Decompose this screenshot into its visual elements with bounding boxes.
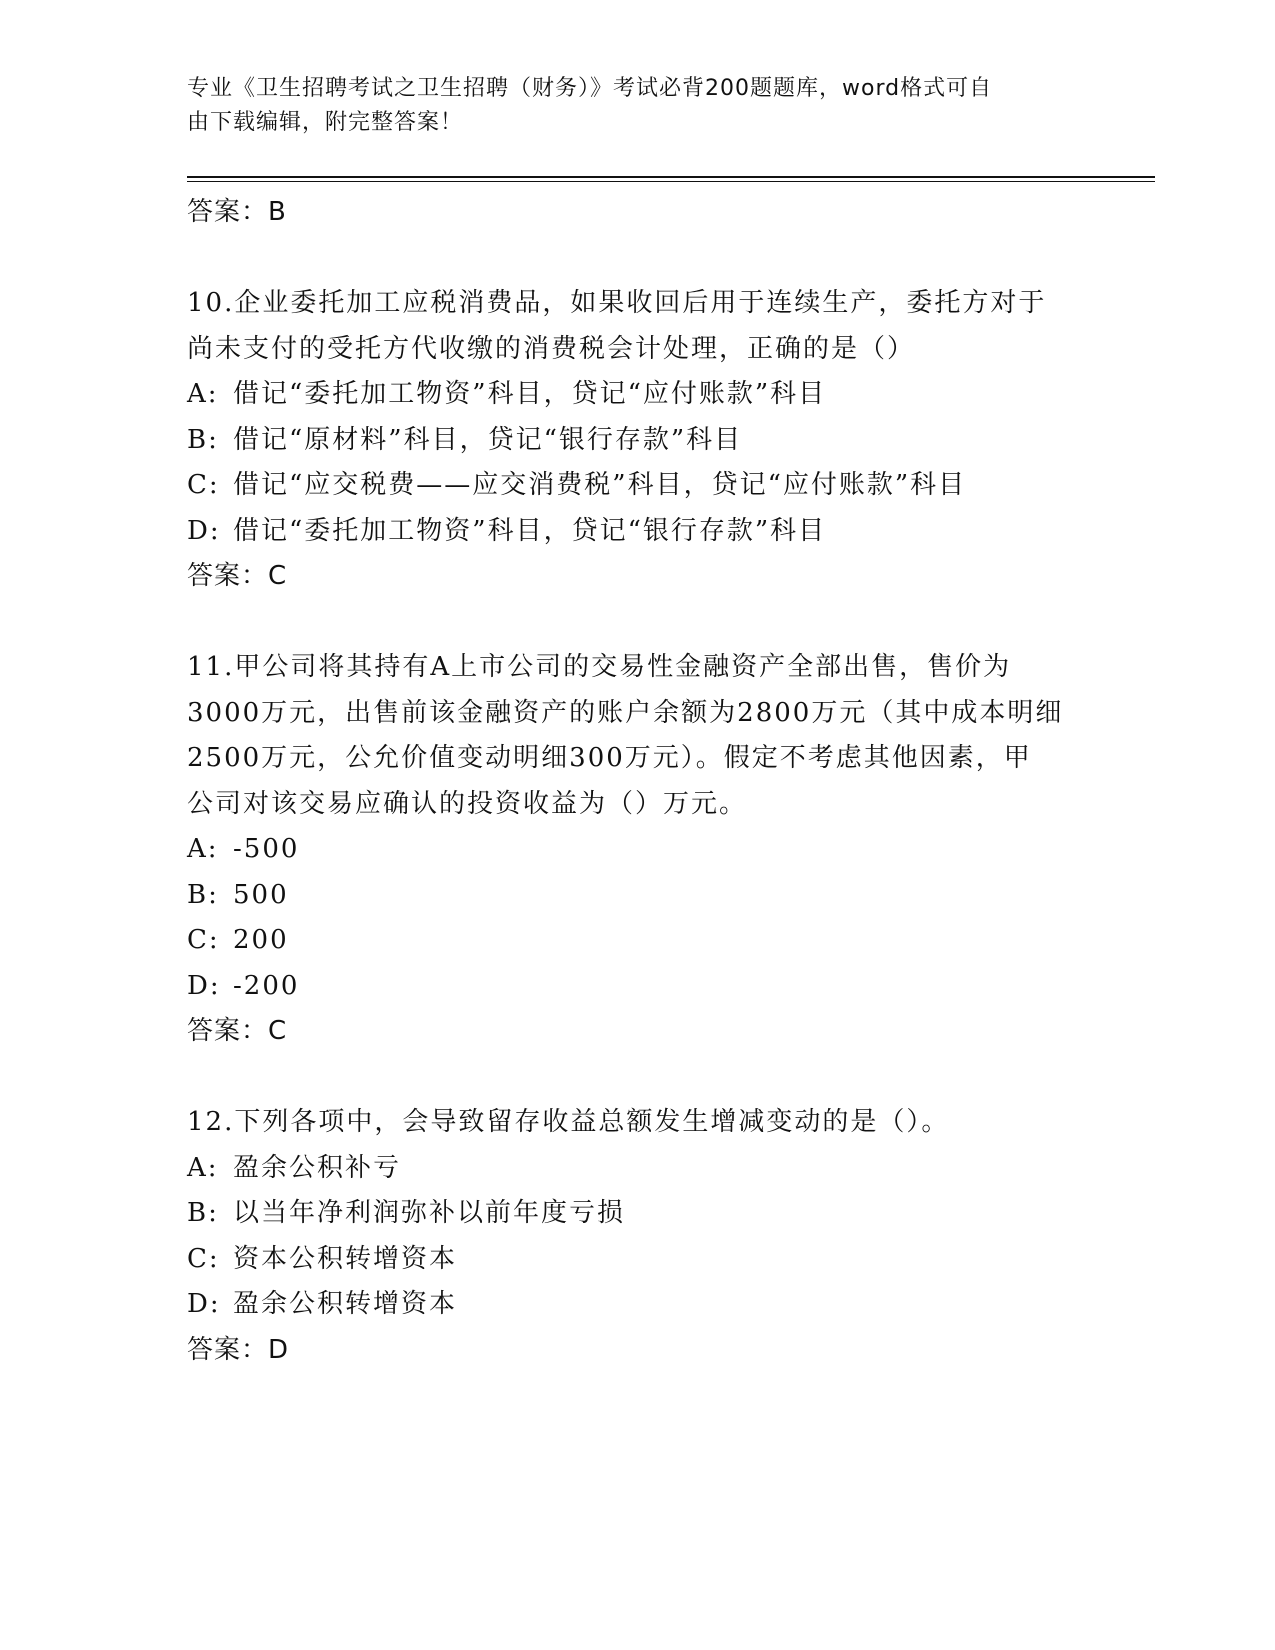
option-text: 500 <box>233 879 289 910</box>
option-b <box>187 418 1087 464</box>
question-answer: 答案：D <box>187 1334 290 1365</box>
header-line-2: 由下载编辑，附完整答案！ <box>187 110 464 135</box>
question-stem-line: 11.甲公司将其持有A上市公司的交易性金融资产全部出售，售价为 <box>187 652 1012 682</box>
option-b <box>187 873 1087 919</box>
question-stem-line: 3000万元，出售前该金融资产的账户余额为2800万元（其中成本明细 <box>187 697 1064 728</box>
option-a <box>187 827 1087 873</box>
question-answer: 答案：C <box>187 1016 288 1046</box>
option-text: 资本公积转增资本 <box>233 1243 458 1274</box>
option-label: C: <box>187 925 220 955</box>
option-text: 借记“原材料”科目，贷记“银行存款”科目 <box>233 424 743 455</box>
option-a <box>187 372 1087 418</box>
option-text: 200 <box>233 925 289 955</box>
question-stem-line: 10.企业委托加工应税消费品，如果收回后用于连续生产，委托方对于 <box>187 288 1047 318</box>
question-block <box>187 281 1087 600</box>
option-label: D: <box>187 515 221 546</box>
option-text: 借记“应交税费——应交消费税”科目，贷记“应付账款”科目 <box>233 470 967 500</box>
header-divider-thin <box>187 181 1155 182</box>
question-stem-line: 2500万元，公允价值变动明细300万元）。假定不考虑其他因素，甲 <box>187 743 1032 773</box>
option-text: -200 <box>233 970 300 1001</box>
option-b <box>187 1191 1087 1237</box>
option-d <box>187 964 1087 1010</box>
question-answer: 答案：C <box>187 561 288 591</box>
option-text: -500 <box>233 834 300 864</box>
option-text: 借记“委托加工物资”科目，贷记“银行存款”科目 <box>233 515 827 546</box>
option-d <box>187 509 1087 555</box>
question-stem-line: 12.下列各项中，会导致留存收益总额发生增减变动的是（）。 <box>187 1107 950 1137</box>
header-line-1: 专业《卫生招聘考试之卫生招聘（财务）》考试必背200题题库，word格式可自 <box>187 76 993 101</box>
option-label: A: <box>187 834 219 864</box>
option-text: 借记“委托加工物资”科目，贷记“应付账款”科目 <box>233 379 827 409</box>
option-label: A: <box>187 379 219 409</box>
option-label: C: <box>187 470 220 500</box>
question-stem-line: 公司对该交易应确认的投资收益为（）万元。 <box>187 788 748 819</box>
option-label: A: <box>187 1152 219 1183</box>
option-label: B: <box>187 879 219 910</box>
option-c <box>187 918 1087 964</box>
document-body <box>187 190 1087 1373</box>
header-divider-thick <box>187 176 1155 178</box>
option-text: 盈余公积补亏 <box>233 1152 402 1183</box>
option-text: 以当年净利润弥补以前年度亏损 <box>233 1198 626 1228</box>
spacer <box>187 1055 1087 1101</box>
page-header <box>187 72 1067 140</box>
option-c <box>187 463 1087 509</box>
question-stem-line: 尚未支付的受托方代收缴的消费税会计处理，正确的是（） <box>187 333 916 364</box>
option-label: D: <box>187 1289 221 1319</box>
option-text: 盈余公积转增资本 <box>233 1289 458 1319</box>
spacer <box>187 236 1087 282</box>
option-d <box>187 1282 1087 1328</box>
option-label: B: <box>187 1198 219 1228</box>
option-label: D: <box>187 970 221 1001</box>
option-label: C: <box>187 1243 220 1274</box>
option-a <box>187 1146 1087 1192</box>
option-c <box>187 1237 1087 1283</box>
spacer <box>187 600 1087 646</box>
question-block <box>187 1100 1087 1373</box>
question-block <box>187 645 1087 1055</box>
option-label: B: <box>187 424 219 455</box>
previous-answer: 答案：B <box>187 197 287 227</box>
